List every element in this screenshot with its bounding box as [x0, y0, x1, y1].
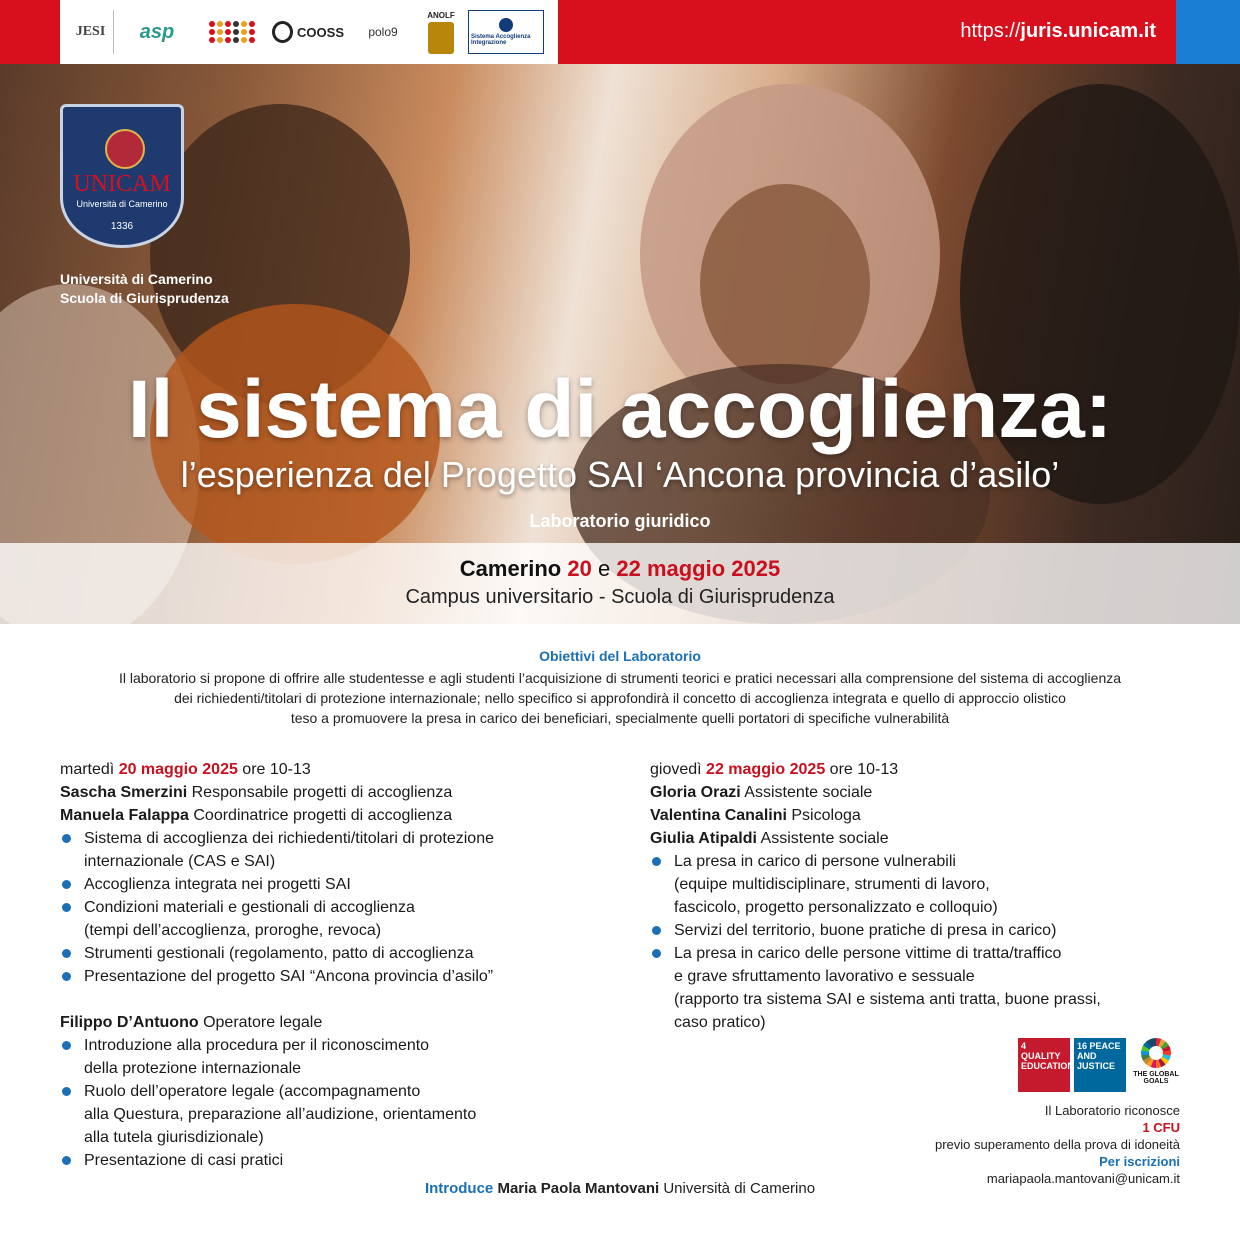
unicam-wordmark: UNICAM: [73, 171, 171, 197]
day2-topics: [650, 850, 1190, 1034]
top-bar: [0, 0, 1240, 64]
list-item: Sistema di accoglienza dei richiedenti/titolari di protezione internazionale (CAS e SAI): [60, 827, 620, 873]
website-link[interactable]: https://juris.unicam.it: [960, 20, 1156, 42]
shield-year: 1336: [110, 221, 134, 232]
shield-subtitle: Università di Camerino: [76, 199, 168, 209]
list-item: Condizioni materiali e gestionali di accoglienza (tempi dell’accoglienza, proroghe, revoca): [60, 896, 620, 942]
registration-email[interactable]: mariapaola.mantovani@unicam.it: [986, 1171, 1180, 1186]
objectives-text: Il laboratorio si propone di offrire alle studentesse e agli studenti l’acquisizione di strumenti teorici e pratici necessari alla comprensione del sistema di accoglienza dei richiedenti/titolari di protezione internazionale; nello specifico si approfondirà il concetto di accoglienza integrata e quello di approccio olistico teso a promuovere la presa in carico dei beneficiari, specialmente quelli portatori di specifiche vulnerabilità: [118, 670, 1122, 726]
sdg16-peace-justice-icon: 16 PEACE AND JUSTICE: [1074, 1038, 1126, 1092]
event-dates: Camerino 20 e 22 maggio 2025: [459, 556, 781, 581]
global-goals-logo: THE GLOBAL GOALS: [1128, 1038, 1184, 1092]
list-item: Servizi del territorio, buone pratiche di presa in carico): [650, 919, 1190, 942]
day2-program: [650, 758, 1190, 1034]
event-venue: Campus universitario - Scuola di Giurisprudenza: [405, 586, 835, 608]
unicam-shield-logo: [60, 104, 184, 248]
day1-program: [60, 758, 620, 1172]
hero-photo: [0, 64, 1240, 624]
day2-heading: giovedì 22 maggio 2025 ore 10-13: [650, 761, 899, 778]
sdg-wheel-icon: [1141, 1038, 1171, 1068]
speaker: Valentina Canalini Psicologa: [650, 807, 861, 824]
page-title: Il sistema di accoglienza:: [127, 364, 1113, 455]
cfu-info: Il Laboratorio riconosce 1 CFU previo superamento della prova di idoneità Per iscrizioni mariapaola.mantovani@unicam.it: [880, 1102, 1180, 1187]
sdg4-quality-education-icon: 4 QUALITY EDUCATION: [1018, 1038, 1070, 1092]
list-item: La presa in carico delle persone vittime di tratta/traffico e grave sfruttamento lavorativo e sessuale (rapporto tra sistema SAI e sistema anti tratta, buone prassi, caso pratico): [650, 942, 1190, 1034]
introduction-line: Introduce Maria Paola Mantovani Università di Camerino: [424, 1180, 816, 1197]
anolf-logo: ANOLF: [422, 10, 460, 54]
lab-label: Laboratorio giuridico: [529, 511, 711, 531]
speaker: Filippo D’Antuono Operatore legale: [60, 1014, 323, 1031]
list-item: Introduzione alla procedura per il riconoscimento della protezione internazionale: [60, 1034, 620, 1080]
asp-logo: asp: [139, 20, 175, 43]
list-item: Strumenti gestionali (regolamento, patto di accoglienza: [60, 942, 620, 965]
speaker: Sascha Smerzini Responsabile progetti di accoglienza: [60, 784, 453, 801]
partner-logos: [60, 0, 558, 64]
list-item: La presa in carico di persone vulnerabili (equipe multidisciplinare, strumenti di lavoro, fascicolo, progetto personalizzato e colloquio): [650, 850, 1190, 919]
sai-logo: Sistema Accoglienza Integrazione: [468, 10, 544, 54]
list-item: Ruolo dell’operatore legale (accompagnamento alla Questura, preparazione all’audizione, orientamento alla tutela giurisdizionale): [60, 1080, 620, 1149]
jesi-logo: JESI: [68, 10, 114, 54]
speaker: Giulia Atipaldi Assistente sociale: [650, 830, 889, 847]
polo9-logo: polo9: [368, 25, 398, 39]
page-subtitle: l’esperienza del Progetto SAI ‘Ancona provincia d’asilo’: [180, 454, 1060, 495]
blue-corner: [1176, 0, 1240, 64]
objectives-heading: Obiettivi del Laboratorio: [539, 648, 701, 664]
list-item: Presentazione di casi pratici: [60, 1149, 620, 1172]
cooss-logo: COOSS: [272, 10, 344, 54]
day1-heading: martedì 20 maggio 2025 ore 10-13: [60, 761, 311, 778]
speaker: Gloria Orazi Assistente sociale: [650, 784, 873, 801]
speaker: Manuela Falappa Coordinatrice progetti di accoglienza: [60, 807, 453, 824]
crest-icon: [105, 129, 145, 169]
onlus-logo: [200, 10, 264, 54]
day1-topics: [60, 827, 620, 988]
list-item: Accoglienza integrata nei progetti SAI: [60, 873, 620, 896]
list-item: Presentazione del progetto SAI “Ancona provincia d’asilo”: [60, 965, 620, 988]
day1-legal-topics: [60, 1034, 620, 1172]
university-name: Università di Camerino Scuola di Giurisprudenza: [60, 271, 229, 306]
